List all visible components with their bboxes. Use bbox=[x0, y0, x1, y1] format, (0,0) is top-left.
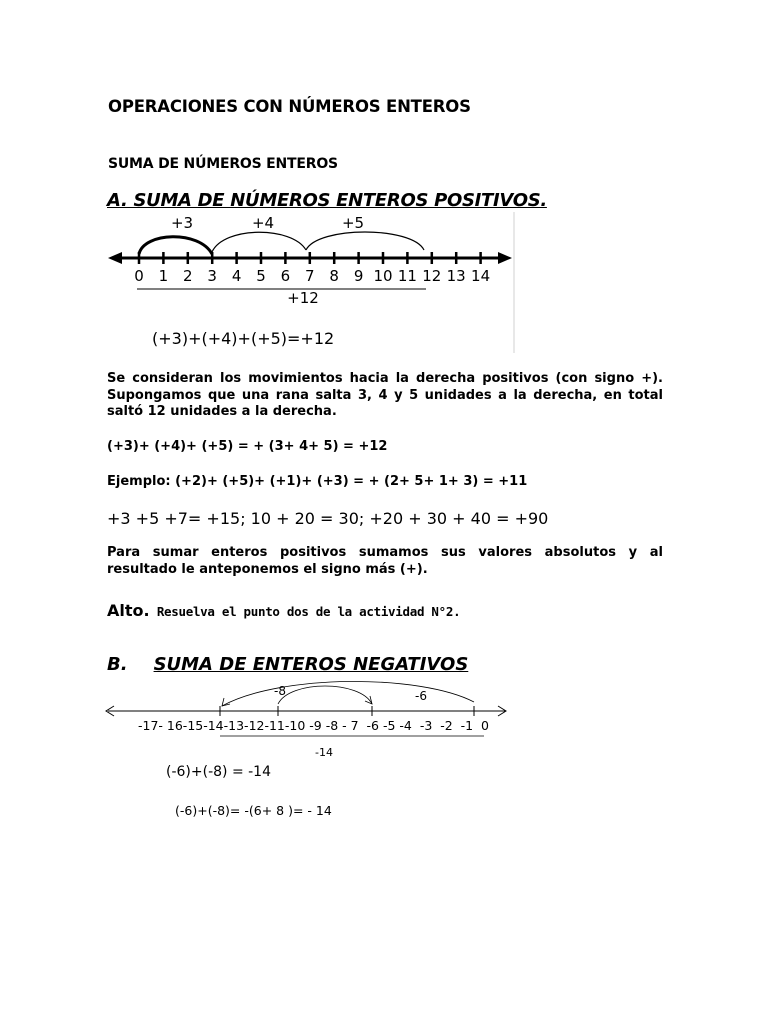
number-line-positive-figure bbox=[104, 210, 518, 355]
tick-label: 5 bbox=[256, 267, 266, 285]
subtitle: SUMA DE NÚMEROS ENTEROS bbox=[108, 156, 338, 172]
alto-note bbox=[107, 601, 460, 620]
paragraph-rule-positive: Para sumar enteros positivos sumamos sus valores absolutos y al resultado le anteponemos el signo más (+). bbox=[107, 545, 663, 577]
negative-sum-equation: (-6)+(-8) = -14 bbox=[166, 764, 271, 780]
equation-sum-positive: (+3)+ (+4)+ (+5) = + (3+ 4+ 5) = +12 bbox=[107, 439, 388, 454]
tick-label: 12 bbox=[422, 267, 442, 285]
tick-label: 8 bbox=[329, 267, 339, 285]
tick-label: 14 bbox=[471, 267, 491, 285]
negative-sum-expanded: (-6)+(-8)= -(6+ 8 )= - 14 bbox=[175, 803, 332, 818]
jump-label-minus-8: -8 bbox=[274, 684, 286, 698]
section-b-heading bbox=[107, 654, 468, 675]
number-line-negative-figure bbox=[100, 676, 514, 766]
jump-arc-1 bbox=[139, 237, 212, 254]
jump-arc-minus-8 bbox=[222, 681, 474, 706]
total-label: +12 bbox=[287, 289, 319, 307]
jump-arc-minus-6 bbox=[278, 686, 372, 704]
section-a-heading: A. SUMA DE NÚMEROS ENTEROS POSITIVOS. bbox=[107, 190, 547, 211]
tick-label: 6 bbox=[280, 267, 291, 285]
section-b-title: SUMA DE ENTEROS NEGATIVOS bbox=[153, 654, 469, 675]
tick-label: 3 bbox=[207, 267, 217, 285]
example-equation: Ejemplo: (+2)+ (+5)+ (+1)+ (+3) = + (2+ 5+ 1+ 3) = +11 bbox=[107, 474, 528, 489]
jump-label-minus-6: -6 bbox=[415, 689, 427, 703]
tick-label: 11 bbox=[397, 267, 417, 285]
practice-equations: +3 +5 +7= +15; 10 + 20 = 30; +20 + 30 + 40 = +90 bbox=[107, 509, 549, 528]
jump-label-2: +4 bbox=[251, 214, 275, 232]
total-label: -14 bbox=[315, 746, 333, 759]
tick-label: 13 bbox=[446, 267, 466, 285]
tick-labels bbox=[134, 267, 490, 285]
jump-arc-2 bbox=[212, 232, 306, 252]
page-title: OPERACIONES CON NÚMEROS ENTEROS bbox=[108, 97, 471, 116]
jump-label-3: +5 bbox=[341, 214, 365, 232]
tick-label: 10 bbox=[373, 267, 393, 285]
tick-label: 4 bbox=[231, 267, 242, 285]
alto-label: Alto. bbox=[107, 601, 150, 620]
tick-labels: -17- 16-15-14-13-12-11-10 -9 -8 - 7 -6 -5 -4 -3 -2 -1 0 bbox=[138, 718, 490, 733]
jump-label-1: +3 bbox=[170, 214, 194, 232]
tick-label: 2 bbox=[183, 267, 193, 285]
jump-arc-3 bbox=[306, 232, 424, 250]
alto-text: Resuelva el punto dos de la actividad N°2. bbox=[149, 604, 461, 619]
arc-arrowhead-2 bbox=[222, 698, 230, 706]
tick-label: 9 bbox=[353, 267, 364, 285]
tick-label: 0 bbox=[134, 267, 144, 285]
tick-label: 7 bbox=[305, 267, 315, 285]
paragraph-rightward-moves: Se consideran los movimientos hacia la derecha positivos (con signo +). Supongamos que una rana salta 3, 4 y 5 unidades a la derecha, en total saltó 12 unidades a la derecha. bbox=[107, 371, 663, 419]
section-b-letter: B. bbox=[107, 654, 128, 675]
tick-label: 1 bbox=[158, 267, 169, 285]
figure-equation: (+3)+(+4)+(+5)=+12 bbox=[152, 329, 335, 348]
